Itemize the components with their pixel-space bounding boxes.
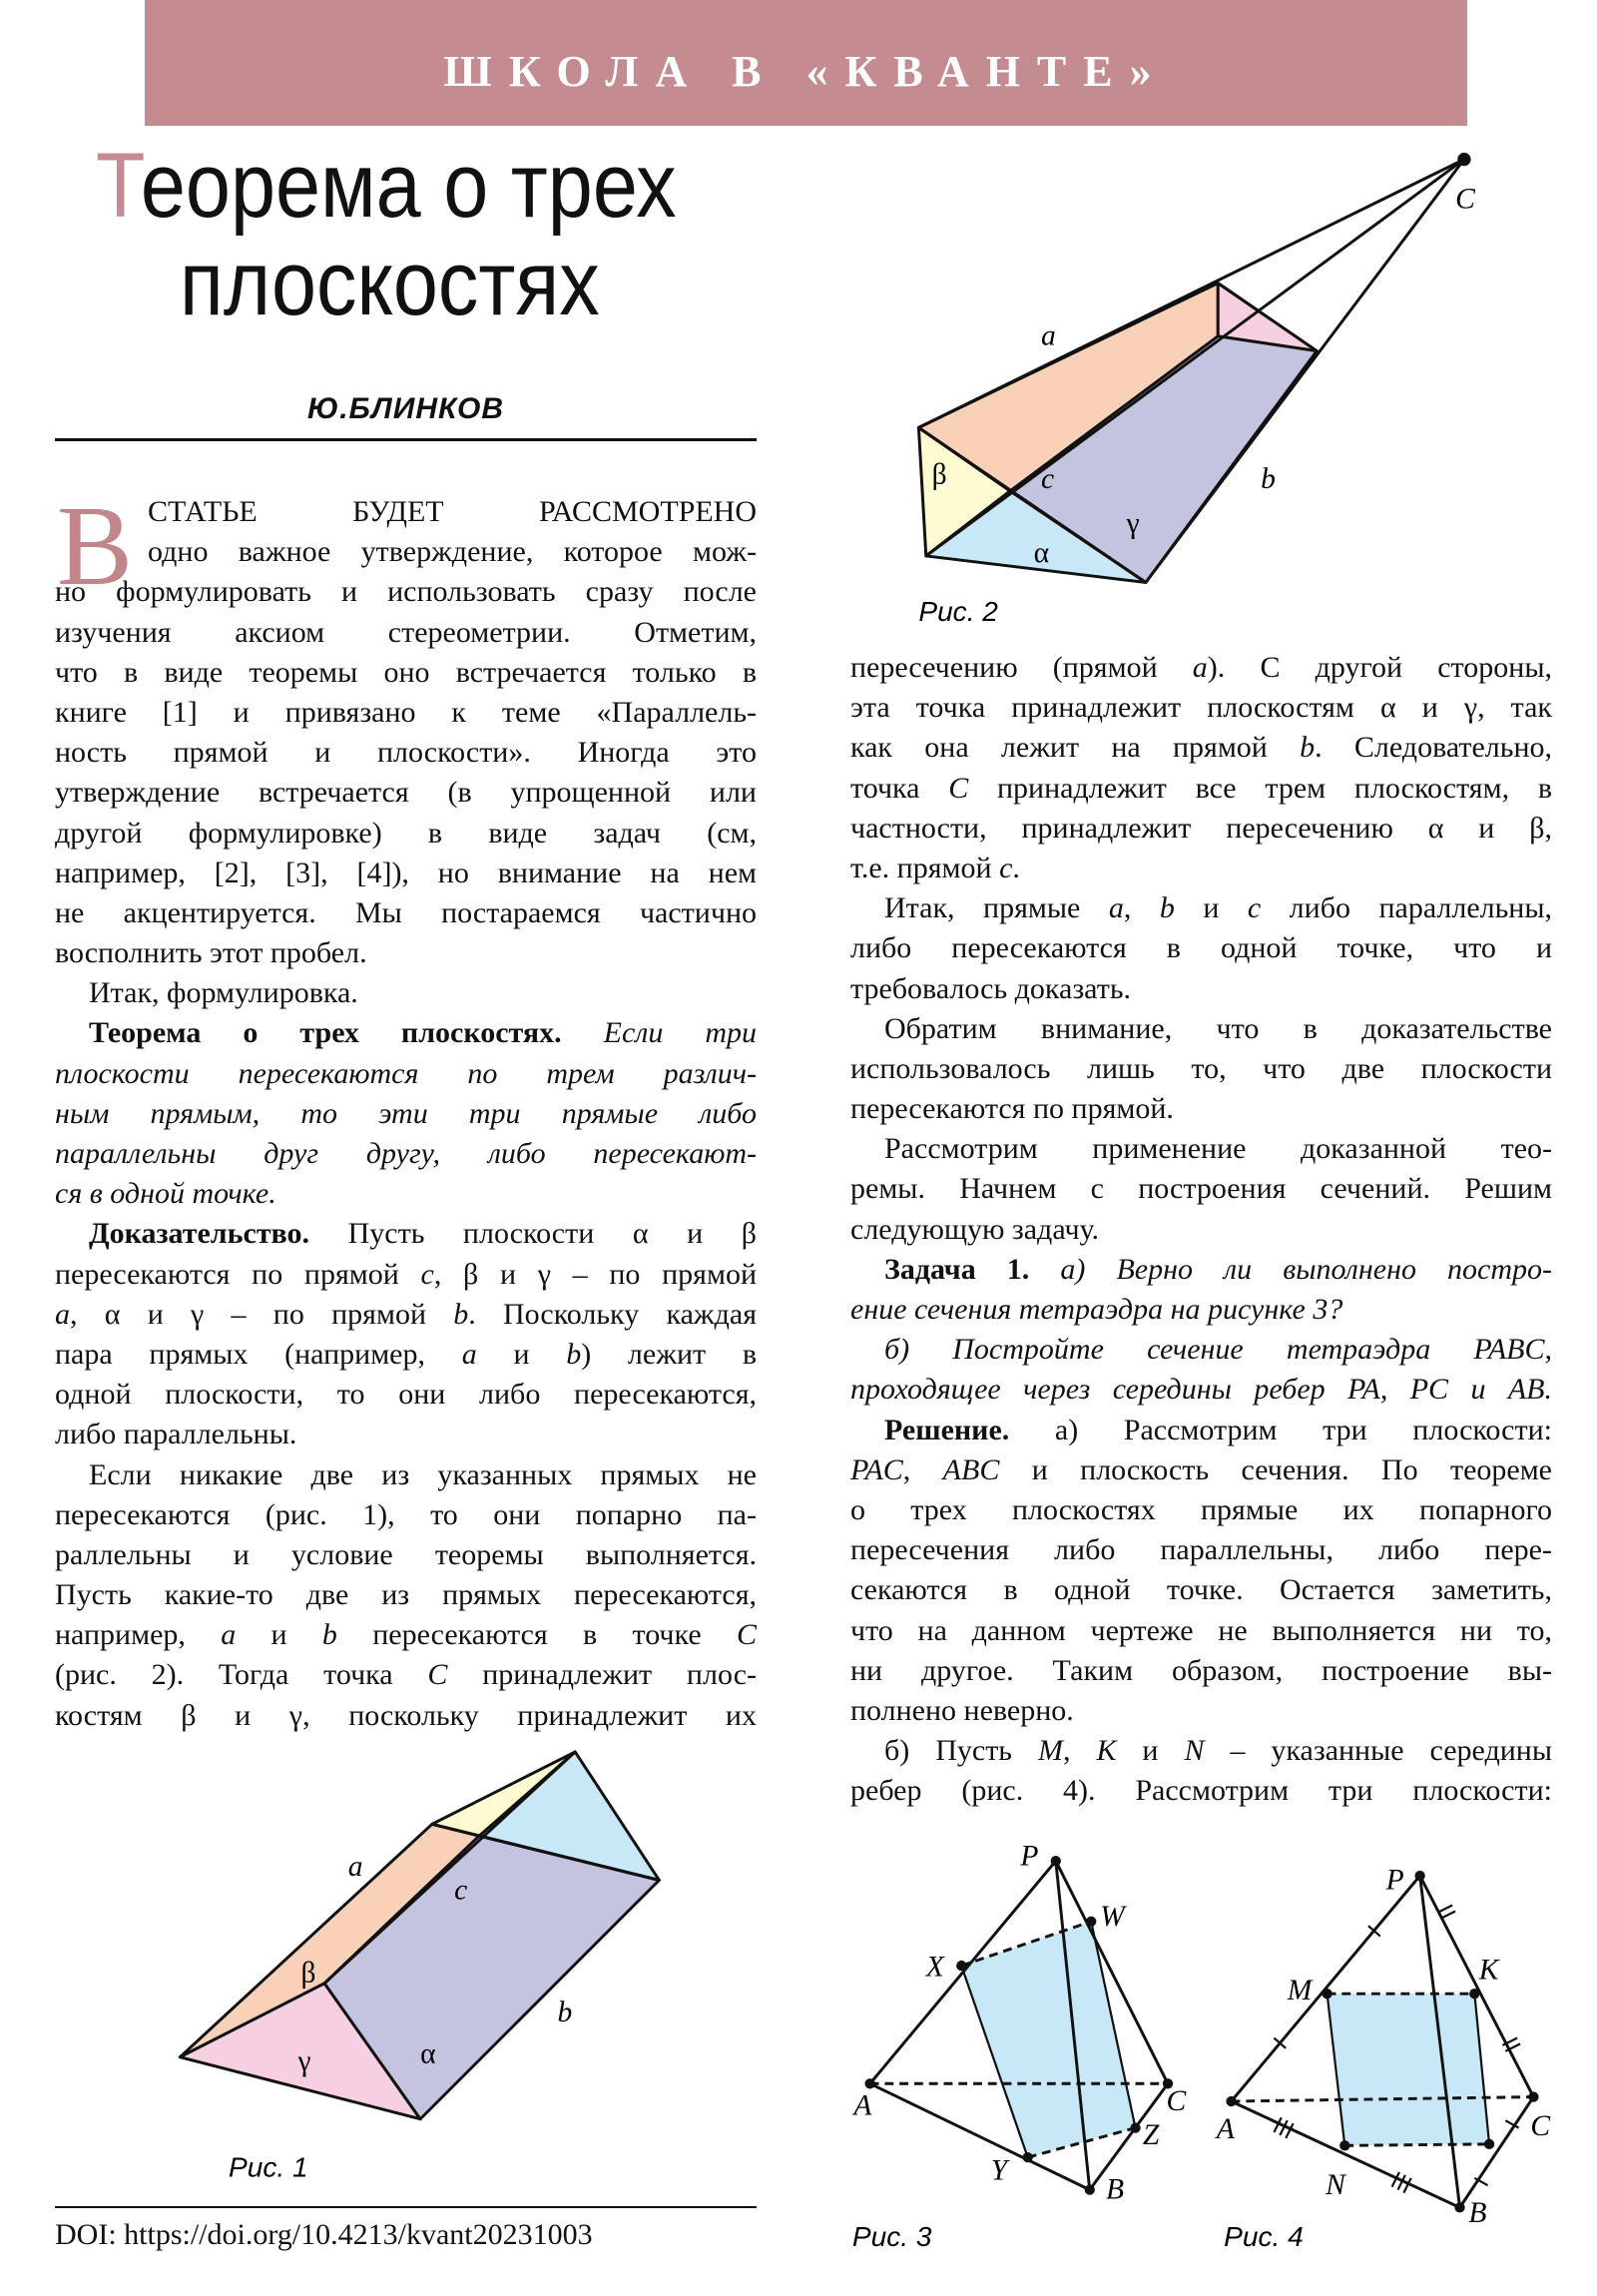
text-segment: проходящее через середины ребер PA, PC и AB. [850, 1373, 1552, 1407]
text-segment: раллельны и условие теоремы выполняется. [55, 1537, 757, 1571]
text-segment: либо параллельны. [55, 1418, 297, 1451]
text-segment: другой формулировке) в виде задач (см, [55, 816, 757, 850]
fig4-label-P: P [1385, 1864, 1404, 1897]
text-segment: b [1159, 891, 1175, 925]
text-segment: M [1037, 1734, 1063, 1768]
fig2-label-a: a [1040, 319, 1056, 352]
fig2-label-C: C [1455, 183, 1475, 216]
text-segment: N [1184, 1734, 1205, 1768]
fig3-caption: Рис. 3 [851, 2220, 932, 2252]
text-segment: и [476, 1337, 567, 1371]
fig3-label-X: X [925, 1951, 944, 1984]
text-segment: c [420, 1257, 434, 1291]
text-segment: , [1062, 1734, 1097, 1768]
text-segment: пересекаются в точке [336, 1618, 737, 1652]
text-segment: например, [55, 1618, 222, 1652]
fig4-label-B: B [1468, 2197, 1487, 2230]
text-segment: C [427, 1658, 448, 1692]
text-segment: пересекаются (рис. 1), то они попарно па- [55, 1497, 757, 1531]
text-segment: c [999, 851, 1013, 884]
point-C [1459, 154, 1469, 164]
fig1-label-b: b [557, 1997, 573, 2029]
text-segment: Рассмотрим применение доказанной тео- [884, 1132, 1552, 1166]
text-segment: т.е. прямой [850, 851, 1000, 884]
fig1-label-gamma: γ [297, 2044, 311, 2077]
fig1-caption: Рис. 1 [229, 2151, 308, 2183]
fig2-label-gamma: γ [1126, 507, 1140, 540]
title-rest: еорема о трех [140, 135, 677, 237]
fig3-label-Z: Z [1142, 2118, 1160, 2151]
text-segment: о трех плоскостях прямые их попарного [850, 1492, 1552, 1526]
text-segment: и [1116, 1734, 1185, 1768]
text-segment: Теорема о трех плоскостях. [89, 1016, 562, 1050]
text-segment: Решение. [884, 1413, 1010, 1446]
text-segment: Обратим внимание, что в доказательстве [884, 1011, 1552, 1045]
text-segment: пересечения либо параллельны, либо пере- [850, 1533, 1552, 1567]
text-segment: C [948, 771, 969, 805]
fig4-label-N: N [1326, 2169, 1345, 2202]
text-segment: ение сечения тетраэдра на рисунке 3? [850, 1293, 1343, 1326]
text-segment: принадлежит плос- [447, 1658, 758, 1692]
text-segment: ) лежит в [581, 1337, 757, 1371]
fig3-label-P: P [1020, 1840, 1039, 1873]
text-segment: , α и γ – по прямой [70, 1297, 454, 1331]
text-segment: ABC [942, 1452, 1000, 1486]
fig2-label-alpha: α [1033, 536, 1050, 569]
text-segment: a [1192, 651, 1208, 684]
text-segment: б) Постройте сечение тетраэдра PABC, [884, 1333, 1552, 1367]
text-segment: плоскости пересекаются по трем различ- [55, 1056, 757, 1090]
text-segment: принадлежит все трем плоскостям, в [968, 771, 1552, 805]
text-segment: что в виде теоремы оно встречается только в [55, 655, 757, 689]
figure-4 [1226, 1871, 1538, 2213]
text-segment: K [1096, 1734, 1117, 1768]
text-segment: пересекаются по прямой. [850, 1092, 1174, 1126]
text-segment: б) Пусть [884, 1734, 1038, 1768]
text-segment: но формулировать и использовать сразу после [55, 575, 757, 609]
fig4-label-K: K [1478, 1954, 1499, 1987]
text-segment: . [1012, 851, 1020, 884]
text-segment: пересекаются по прямой [55, 1257, 421, 1291]
text-segment: (рис. 2). Тогда точка [55, 1658, 428, 1692]
text-segment: ни другое. Таким образом, построение вы- [850, 1653, 1552, 1687]
text-segment: PAC [850, 1452, 903, 1486]
text-segment: а) Верно ли выполнено постро- [1029, 1252, 1552, 1286]
text-segment: параллельны друг другу, либо пересекают- [55, 1137, 757, 1170]
fig3-label-C: C [1166, 2084, 1187, 2117]
text-segment: ся в одной точке. [55, 1177, 276, 1211]
text-segment: . Поскольку каждая [468, 1297, 758, 1331]
text-segment: костям β и γ, поскольку принадлежит их [55, 1698, 757, 1732]
text-segment: a [55, 1297, 70, 1331]
text-segment: например, [2], [3], [4]), но внимание на нем [55, 856, 757, 889]
fig2-label-b: b [1261, 462, 1276, 495]
fig4-label-C: C [1530, 2109, 1551, 2142]
fig4-label-M: M [1287, 1975, 1313, 2008]
text-segment: и плоскость сечения. По теореме [999, 1452, 1552, 1486]
section-polygon [1328, 1994, 1489, 2145]
text-segment: секаются в одной точке. Остается заметить, [850, 1573, 1552, 1607]
text-segment: восполнить этот пробел. [55, 936, 367, 970]
text-segment: – указанные середины [1204, 1734, 1552, 1768]
section-title: ШКОЛА В «КВАНТЕ» [443, 47, 1169, 96]
text-segment: требовалось доказать. [850, 971, 1132, 1005]
text-segment: что на данном чертеже не выполняется ни то, [850, 1613, 1552, 1647]
text-segment: Итак, прямые [884, 891, 1109, 925]
text-segment: Итак, формулировка. [89, 976, 358, 1010]
fig1-label-a: a [347, 1850, 363, 1883]
figure-3 [864, 1856, 1173, 2195]
text-segment: , β и γ – по прямой [433, 1257, 757, 1291]
text-segment: либо пересекаются в одной точке, что и [850, 931, 1552, 965]
text-segment: книге [1] и привязано к теме «Параллель- [55, 695, 757, 729]
text-segment: пересечению (прямой [850, 651, 1193, 684]
text-segment: Доказательство. [89, 1217, 310, 1251]
text-segment: ремы. Начнем с построения сечений. Решим [850, 1172, 1552, 1206]
fig4-label-A: A [1216, 2112, 1235, 2145]
article-title-line-2: плоскостях [180, 233, 600, 334]
figure-2 [918, 154, 1469, 582]
text-segment: и [236, 1618, 322, 1652]
fig2-label-c: c [1040, 462, 1055, 495]
text-segment: как она лежит на прямой [850, 731, 1301, 765]
text-segment: b [453, 1297, 469, 1331]
text-segment: Если никакие две из указанных прямых не [89, 1457, 757, 1491]
doi-link[interactable]: DOI: https://doi.org/10.4213/kvant20231003 [55, 2218, 593, 2251]
text-segment: . Следовательно, [1315, 731, 1553, 765]
drop-cap: В [57, 482, 134, 609]
text-segment: либо параллельны, [1261, 891, 1553, 925]
text-segment: утверждение встречается (в упрощенной или [55, 776, 757, 810]
fig1-label-c: c [454, 1874, 468, 1907]
text-segment: b [1300, 731, 1316, 765]
fig3-label-A: A [853, 2089, 872, 2122]
text-segment: c [1247, 891, 1262, 925]
text-segment: ). С другой стороны, [1207, 651, 1552, 684]
text-segment: Пусть плоскости α и β [309, 1217, 757, 1251]
text-segment: a [461, 1337, 477, 1371]
text-segment: C [736, 1618, 757, 1652]
text-segment: одной плоскости, то они либо пересекаются, [55, 1378, 757, 1412]
text-segment: ность прямой и плоскости». Иногда это [55, 736, 757, 770]
text-segment: Пусть какие-то две из прямых пересекаются, [55, 1578, 757, 1612]
text-segment: a [1108, 891, 1124, 925]
fig1-label-beta: β [300, 1957, 316, 1990]
text-segment: ребер (рис. 4). Рассмотрим три плоскости: [850, 1774, 1552, 1808]
text-segment: одно важное утверждение, которое мож- [148, 535, 757, 569]
text-segment: следующую задачу. [850, 1212, 1100, 1246]
fig1-label-alpha: α [420, 2037, 436, 2070]
fig3-label-Y: Y [990, 2154, 1008, 2187]
text-segment: частности, принадлежит пересечению α и β, [850, 811, 1552, 845]
fig3-label-B: B [1105, 2173, 1125, 2206]
fig2-caption: Рис. 2 [918, 595, 998, 627]
text-segment: изучения аксиом стереометрии. Отметим, [55, 615, 757, 649]
text-segment: эта точка принадлежит плоскостям α и γ, так [850, 691, 1552, 725]
text-segment: b [321, 1618, 337, 1652]
text-segment: a [221, 1618, 237, 1652]
text-segment: не акцентируется. Мы постараемся частично [55, 895, 757, 929]
text-segment: а) Рассмотрим три плоскости: [1009, 1413, 1552, 1446]
text-segment: , [1123, 891, 1160, 925]
author: Ю.БЛИНКОВ [306, 392, 505, 425]
fig2-label-beta: β [931, 458, 947, 491]
text-segment: точка [850, 771, 949, 805]
text-segment: полнено неверно. [850, 1693, 1074, 1727]
text-segment: СТАТЬЕ БУДЕТ РАССМОТРЕНО [148, 495, 757, 528]
text-segment: пара прямых (например, [55, 1337, 462, 1371]
fig4-caption: Рис. 4 [1224, 2220, 1304, 2252]
text-segment: Если три [561, 1016, 758, 1050]
text-segment: Задача 1. [884, 1252, 1030, 1286]
title-initial: Т [96, 135, 141, 237]
text-segment: , [902, 1452, 943, 1486]
text-segment: b [566, 1337, 582, 1371]
fig3-label-W: W [1100, 1901, 1125, 1934]
text-segment: ным прямым, то эти три прямые либо [55, 1096, 757, 1130]
text-segment: использовалось лишь то, что две плоскости [850, 1051, 1552, 1085]
text-segment: и [1174, 891, 1248, 925]
